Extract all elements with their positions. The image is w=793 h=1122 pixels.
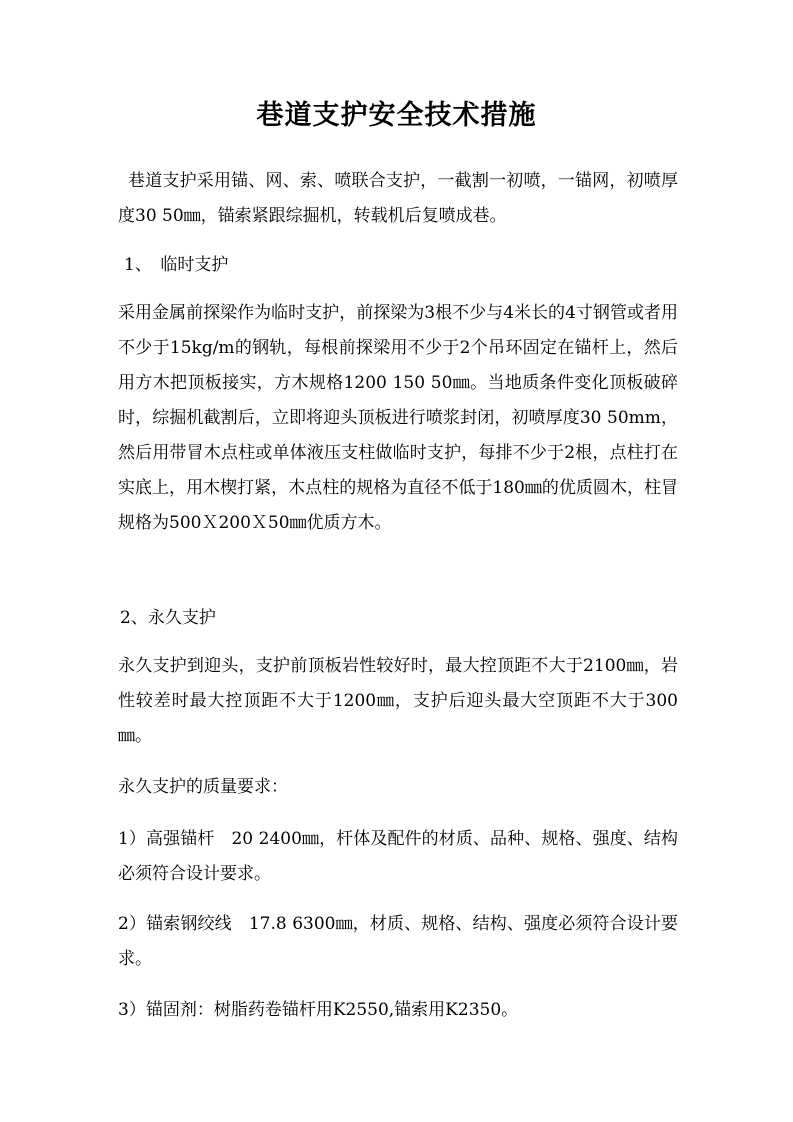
- section-1-body: 采用金属前探梁作为临时支护，前探梁为3根不少与4米长的4寸钢管或者用不少于15kg/m的钢轨，每根前探梁用不少于2个吊环固定在锚杆上，然后用方木把顶板接实，方木规格1200 150 50㎜。当地质条件变化顶板破碎时，综掘机截割后，立即将迎头顶板进行喷浆封闭，初喷厚度30 50mm，然后用带冒木点柱或单体液压支柱做临时支护，每排不少于2根，点柱打在实底上，用木楔打紧，木点柱的规格为直径不低于180㎜的优质圆木，柱冒规格为500Ｘ200Ｘ50㎜优质方木。: [118, 303, 678, 533]
- section-2-heading: 2、永久支护: [120, 608, 216, 628]
- quality-requirements-heading: 永久支护的质量要求：: [118, 777, 288, 797]
- section-1-heading: 1、 临时支护: [124, 255, 229, 275]
- requirement-item-2: 2）锚索钢绞线 17.8 6300㎜，材质、规格、结构、强度必须符合设计要求。: [118, 914, 678, 969]
- requirement-item-3: 3）锚固剂：树脂药卷锚杆用K2550,锚索用K2350。: [118, 1000, 519, 1020]
- section-2-body: 永久支护到迎头，支护前顶板岩性较好时，最大控顶距不大于2100㎜，岩性较差时最大控顶距不大于1200㎜，支护后迎头最大空顶距不大于300㎜。: [118, 656, 678, 746]
- intro-paragraph: 巷道支护采用锚、网、索、喷联合支护，一截割一初喷，一锚网，初喷厚度30 50㎜，锚索紧跟综掘机，转载机后复喷成巷。: [118, 171, 678, 226]
- document-title: 巷道支护安全技术措施: [256, 100, 537, 131]
- requirement-item-1: 1）高强锚杆 20 2400㎜，杆体及配件的材质、品种、规格、强度、结构必须符合设计要求。: [118, 829, 678, 884]
